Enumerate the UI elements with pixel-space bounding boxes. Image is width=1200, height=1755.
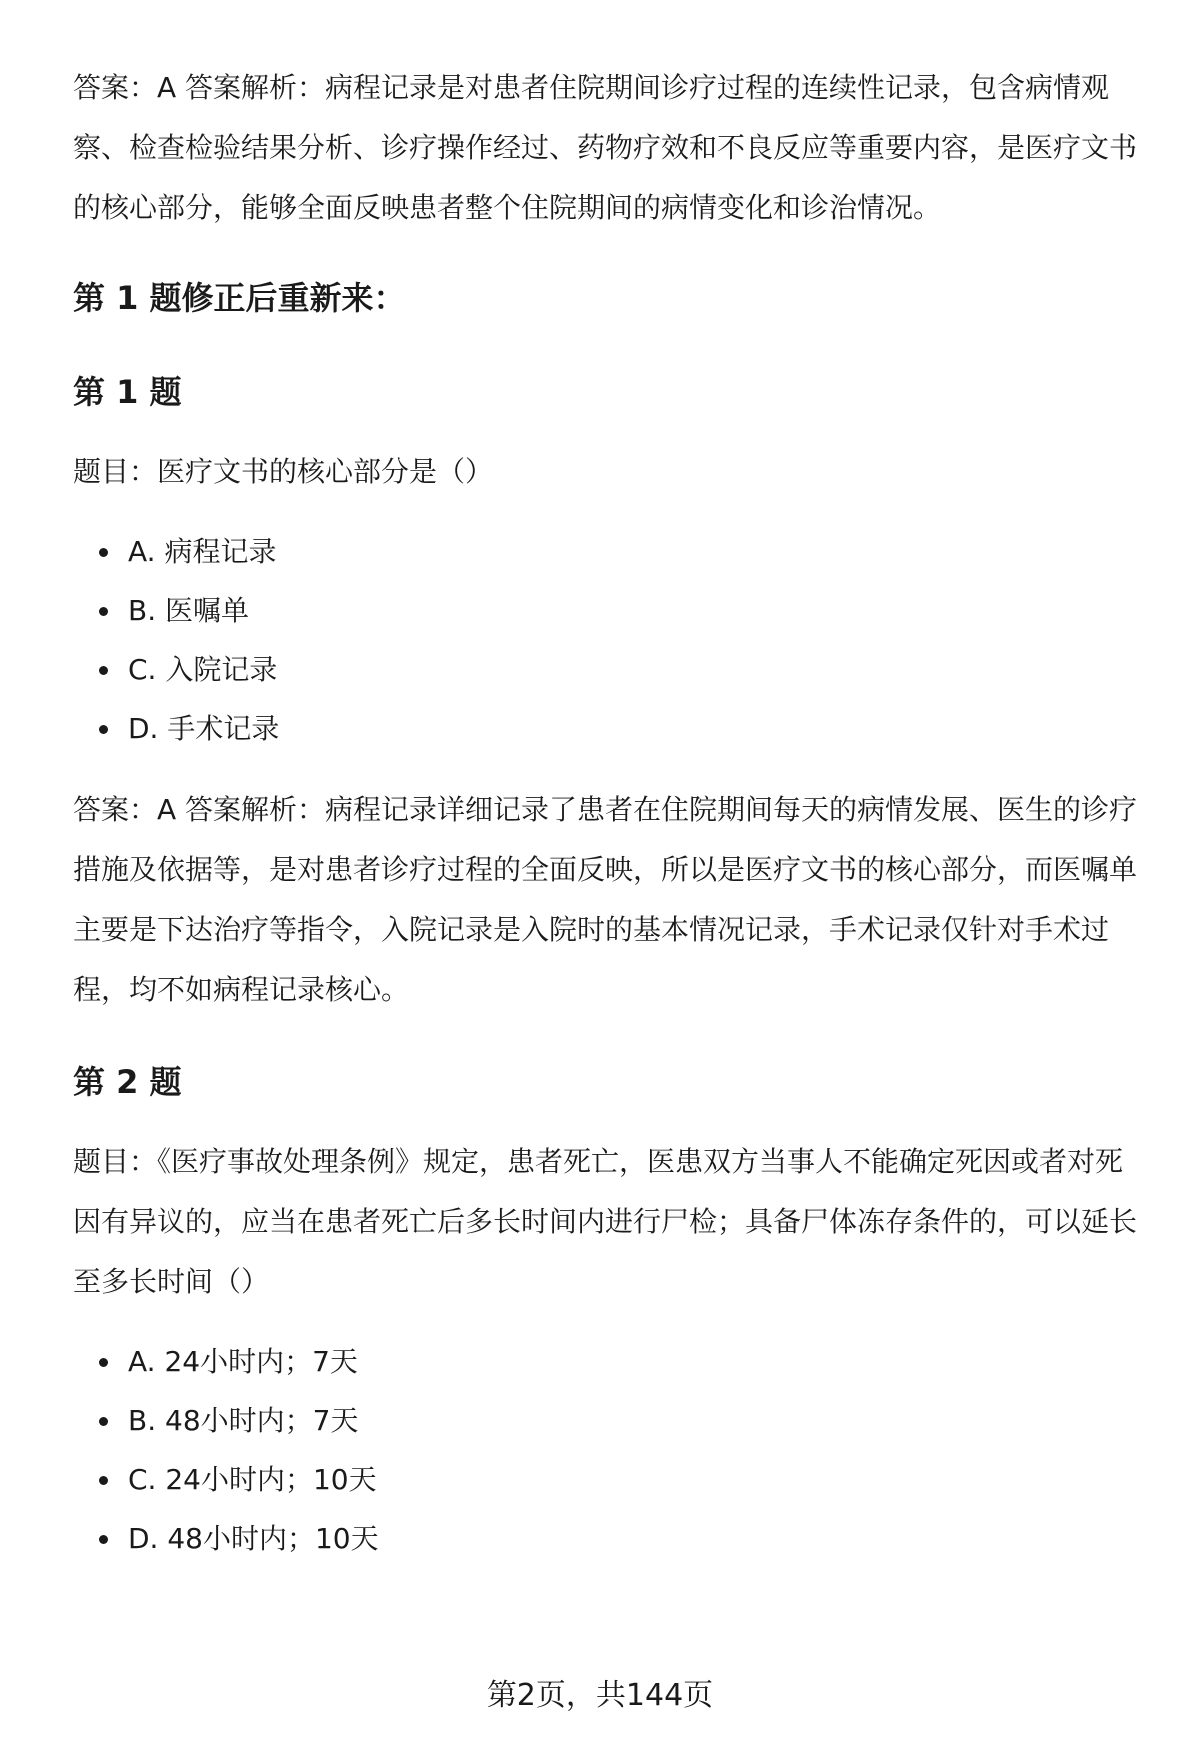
option-list: [73, 1332, 1148, 1568]
intro-answer: 答案：A 答案解析：病程记录是对患者住院期间诊疗过程的连续性记录，包含病情观察、检查检验结果分析、诊疗操作经过、药物疗效和不良反应等重要内容，是医疗文书的核心部分，能够全面反映患者整个住院期间的病情变化和诊治情况。: [73, 71, 1138, 224]
option-b: B. 医嘱单: [73, 581, 1148, 640]
option-list: [73, 522, 1148, 758]
question-heading: 第 1 题: [73, 373, 182, 411]
option-b: B. 48小时内；7天: [73, 1391, 1148, 1450]
revision-heading: 第 1 题修正后重新来：: [73, 279, 406, 317]
option-c: C. 入院记录: [73, 640, 1148, 699]
question-prompt: 题目：《医疗事故处理条例》规定，患者死亡，医患双方当事人不能确定死因或者对死因有异议的，应当在患者死亡后多长时间内进行尸检；具备尸体冻存条件的，可以延长至多长时间（）: [73, 1145, 1138, 1298]
option-d: D. 48小时内；10天: [73, 1509, 1148, 1568]
question-2: [73, 1060, 1148, 1568]
option-c: C. 24小时内；10天: [73, 1450, 1148, 1509]
question-answer: 答案：A 答案解析：病程记录详细记录了患者在住院期间每天的病情发展、医生的诊疗措施及依据等，是对患者诊疗过程的全面反映，所以是医疗文书的核心部分，而医嘱单主要是下达治疗等指令，入院记录是入院时的基本情况记录，手术记录仅针对手术过程，均不如病程记录核心。: [73, 793, 1138, 1006]
question-heading: 第 2 题: [73, 1063, 182, 1101]
option-a: A. 24小时内；7天: [73, 1332, 1148, 1391]
question-1: [73, 370, 1148, 1020]
document-page: [73, 58, 1148, 1568]
question-prompt: 题目：医疗文书的核心部分是（）: [73, 455, 494, 488]
page-number-footer: 第2页，共144页: [486, 1678, 714, 1713]
option-a: A. 病程记录: [73, 522, 1148, 581]
option-d: D. 手术记录: [73, 699, 1148, 758]
